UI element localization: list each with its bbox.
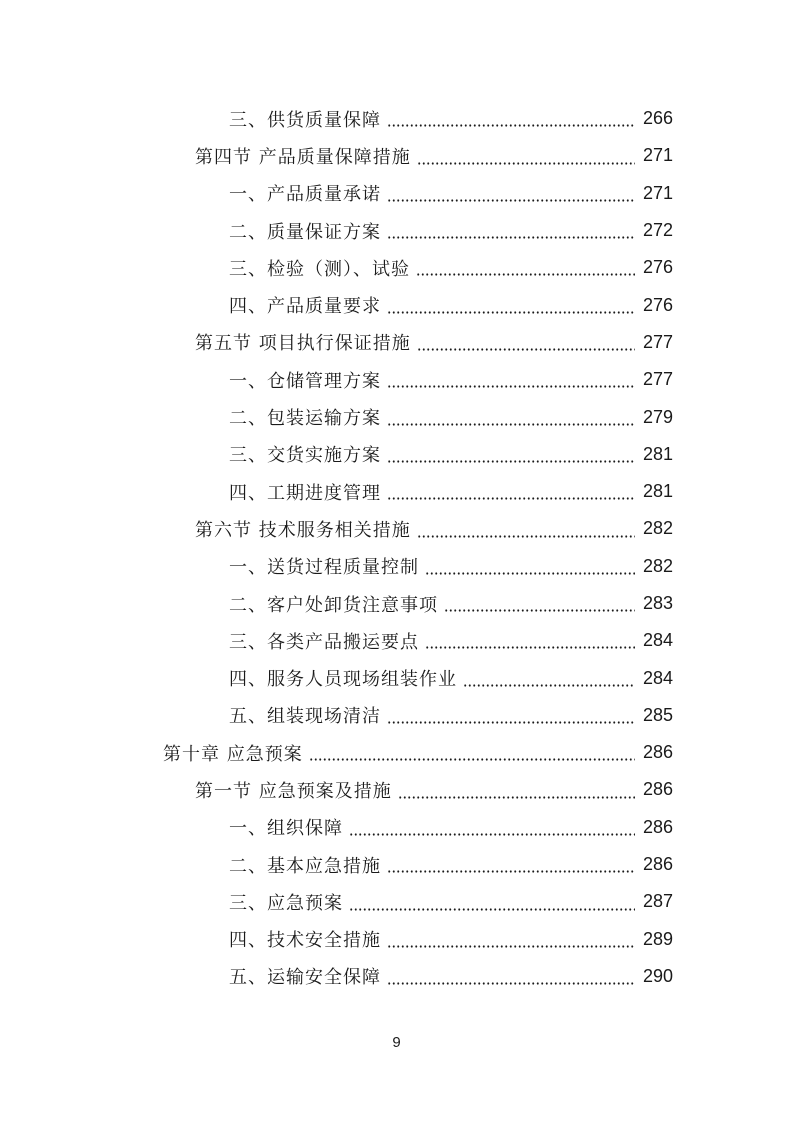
toc-entry-title: 二、包装运输方案 xyxy=(229,408,381,430)
dot-leader xyxy=(309,758,635,761)
toc-entry-page: 286 xyxy=(642,816,673,837)
dot-leader xyxy=(387,870,635,873)
toc-entry-title: 四、技术安全措施 xyxy=(229,930,381,952)
toc-entry[interactable] xyxy=(0,958,793,995)
toc-entry-page: 281 xyxy=(642,481,673,502)
toc-entry-page: 271 xyxy=(642,182,673,203)
toc-entry[interactable] xyxy=(0,659,793,696)
toc-entry[interactable] xyxy=(0,771,793,808)
toc-entry[interactable] xyxy=(0,697,793,734)
toc-entry-page: 285 xyxy=(642,704,673,725)
toc-entry-title: 三、各类产品搬运要点 xyxy=(229,631,419,653)
toc-entry-title: 三、交货实施方案 xyxy=(229,445,381,467)
toc-entry-page: 290 xyxy=(642,965,673,986)
dot-leader xyxy=(387,199,635,202)
toc-entry-page: 266 xyxy=(642,108,673,129)
toc-entry-title: 四、产品质量要求 xyxy=(229,296,381,318)
toc-entry-page: 277 xyxy=(642,331,673,352)
toc-entry-page: 286 xyxy=(642,854,673,875)
toc-entry-title: 一、仓储管理方案 xyxy=(229,370,381,392)
toc-entry-page: 277 xyxy=(642,369,673,390)
toc-entry-title: 三、供货质量保障 xyxy=(229,109,381,131)
toc-entry-page: 284 xyxy=(642,630,673,651)
toc-entry-title: 一、组织保障 xyxy=(229,818,343,840)
dot-leader xyxy=(417,348,635,351)
toc-entry-page: 276 xyxy=(642,257,673,278)
toc-entry-title: 四、工期进度管理 xyxy=(229,482,381,504)
dot-leader xyxy=(417,535,635,538)
dot-leader xyxy=(425,572,635,575)
toc-entry-page: 282 xyxy=(642,555,673,576)
toc-entry-page: 289 xyxy=(642,928,673,949)
dot-leader xyxy=(417,162,635,165)
toc-entry-title: 五、组装现场清洁 xyxy=(229,706,381,728)
toc-entry-title: 一、送货过程质量控制 xyxy=(229,557,419,579)
toc-entry[interactable] xyxy=(0,473,793,510)
dot-leader xyxy=(463,684,635,687)
toc-entry-page: 282 xyxy=(642,518,673,539)
dot-leader xyxy=(398,796,635,799)
toc-entry-page: 284 xyxy=(642,667,673,688)
toc-entry-title: 第五节 项目执行保证措施 xyxy=(195,333,411,355)
toc-entry[interactable] xyxy=(0,734,793,771)
dot-leader xyxy=(387,311,635,314)
toc-entry-title: 二、客户处卸货注意事项 xyxy=(229,594,438,616)
dot-leader xyxy=(387,982,635,985)
toc-entry[interactable] xyxy=(0,510,793,547)
toc-entry[interactable] xyxy=(0,361,793,398)
toc-entry-page: 272 xyxy=(642,220,673,241)
toc-entry-page: 279 xyxy=(642,406,673,427)
toc-entry-page: 271 xyxy=(642,145,673,166)
dot-leader xyxy=(444,609,635,612)
toc-entry-title: 二、质量保证方案 xyxy=(229,221,381,243)
toc-entry-title: 一、产品质量承诺 xyxy=(229,184,381,206)
toc-entry[interactable] xyxy=(0,921,793,958)
toc-entry-title: 第十章 应急预案 xyxy=(163,743,303,765)
dot-leader xyxy=(387,721,635,724)
toc-entry[interactable] xyxy=(0,324,793,361)
toc-entry[interactable] xyxy=(0,622,793,659)
toc-entry[interactable] xyxy=(0,100,793,137)
toc-entry[interactable] xyxy=(0,548,793,585)
toc-entry-page: 283 xyxy=(642,593,673,613)
toc-entry-page: 286 xyxy=(642,779,673,800)
toc-entry-title: 第四节 产品质量保障措施 xyxy=(195,146,411,168)
toc-entry-page: 287 xyxy=(642,891,673,912)
toc-entry[interactable] xyxy=(0,846,793,883)
dot-leader xyxy=(387,460,635,463)
dot-leader xyxy=(349,908,635,911)
toc-entry[interactable] xyxy=(0,137,793,174)
toc-entry[interactable] xyxy=(0,286,793,323)
dot-leader xyxy=(416,273,635,276)
dot-leader xyxy=(387,945,635,948)
toc-entry[interactable] xyxy=(0,398,793,435)
toc-entry[interactable] xyxy=(0,883,793,920)
toc-entry-page: 286 xyxy=(642,742,673,763)
toc-entry-page: 276 xyxy=(642,294,673,315)
toc-entry-page: 281 xyxy=(642,443,673,464)
dot-leader xyxy=(387,385,635,388)
toc-entry[interactable] xyxy=(0,249,793,286)
toc-entry-title: 第六节 技术服务相关措施 xyxy=(195,519,411,541)
dot-leader xyxy=(387,236,635,239)
toc-entry-title: 三、应急预案 xyxy=(229,892,343,914)
toc-entry[interactable] xyxy=(0,212,793,249)
dot-leader xyxy=(349,833,635,836)
toc-entry-title: 二、基本应急措施 xyxy=(229,855,381,877)
toc-entry-title: 四、服务人员现场组装作业 xyxy=(229,669,457,691)
toc-entry[interactable] xyxy=(0,809,793,846)
toc-entry-title: 五、运输安全保障 xyxy=(229,967,381,989)
page-number: 9 xyxy=(392,1034,401,1051)
dot-leader xyxy=(387,124,635,127)
toc-entry[interactable] xyxy=(0,175,793,212)
dot-leader xyxy=(387,423,635,426)
toc-entry[interactable] xyxy=(0,585,793,622)
table-of-contents xyxy=(0,100,793,995)
toc-entry[interactable] xyxy=(0,436,793,473)
toc-entry-title: 第一节 应急预案及措施 xyxy=(195,780,392,802)
dot-leader xyxy=(387,497,635,500)
dot-leader xyxy=(425,646,635,649)
toc-entry-title: 三、检验（测）、试验 xyxy=(229,258,410,280)
